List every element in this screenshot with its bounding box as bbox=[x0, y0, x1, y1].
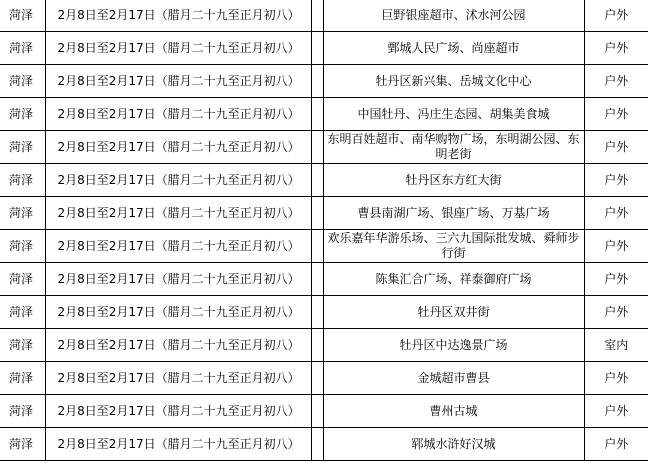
date-cell: 2月8日至2月17日（腊月二十九至正月初八） bbox=[45, 428, 311, 461]
venue-cell: 陈集汇合广场、祥泰御府广场 bbox=[323, 263, 584, 296]
table-row bbox=[0, 65, 648, 98]
table-row bbox=[0, 329, 648, 362]
type-cell: 户外 bbox=[584, 428, 648, 461]
date-cell: 2月8日至2月17日（腊月二十九至正月初八） bbox=[45, 296, 311, 329]
venue-cell: 牡丹区中达逸景广场 bbox=[323, 329, 584, 362]
date-cell: 2月8日至2月17日（腊月二十九至正月初八） bbox=[45, 164, 311, 197]
date-cell: 2月8日至2月17日（腊月二十九至正月初八） bbox=[45, 131, 311, 164]
city-cell: 菏泽 bbox=[0, 65, 45, 98]
city-cell: 菏泽 bbox=[0, 395, 45, 428]
spacer-cell bbox=[311, 131, 323, 164]
date-cell: 2月8日至2月17日（腊月二十九至正月初八） bbox=[45, 395, 311, 428]
type-cell: 户外 bbox=[584, 65, 648, 98]
spacer-cell bbox=[311, 329, 323, 362]
city-cell: 菏泽 bbox=[0, 362, 45, 395]
date-cell: 2月8日至2月17日（腊月二十九至正月初八） bbox=[45, 263, 311, 296]
type-cell: 户外 bbox=[584, 0, 648, 32]
city-cell: 菏泽 bbox=[0, 296, 45, 329]
table-row bbox=[0, 197, 648, 230]
city-cell: 菏泽 bbox=[0, 32, 45, 65]
city-cell: 菏泽 bbox=[0, 428, 45, 461]
type-cell: 户外 bbox=[584, 263, 648, 296]
spacer-cell bbox=[311, 230, 323, 263]
table-row bbox=[0, 230, 648, 263]
city-cell: 菏泽 bbox=[0, 131, 45, 164]
date-cell: 2月8日至2月17日（腊月二十九至正月初八） bbox=[45, 65, 311, 98]
venue-cell: 鄄城人民广场、尚座超市 bbox=[323, 32, 584, 65]
date-cell: 2月8日至2月17日（腊月二十九至正月初八） bbox=[45, 98, 311, 131]
venue-cell: 牡丹区新兴集、岳城文化中心 bbox=[323, 65, 584, 98]
spacer-cell bbox=[311, 164, 323, 197]
table-row bbox=[0, 0, 648, 32]
table-row bbox=[0, 395, 648, 428]
type-cell: 户外 bbox=[584, 197, 648, 230]
spacer-cell bbox=[311, 395, 323, 428]
venue-cell: 曹州古城 bbox=[323, 395, 584, 428]
date-cell: 2月8日至2月17日（腊月二十九至正月初八） bbox=[45, 197, 311, 230]
venue-cell: 欢乐嘉年华游乐场、三六九国际批发城、舜师步行街 bbox=[323, 230, 584, 263]
type-cell: 户外 bbox=[584, 32, 648, 65]
type-cell: 户外 bbox=[584, 131, 648, 164]
spacer-cell bbox=[311, 263, 323, 296]
type-cell: 户外 bbox=[584, 395, 648, 428]
date-cell: 2月8日至2月17日（腊月二十九至正月初八） bbox=[45, 0, 311, 32]
city-cell: 菏泽 bbox=[0, 98, 45, 131]
city-cell: 菏泽 bbox=[0, 197, 45, 230]
venue-cell: 郓城水浒好汉城 bbox=[323, 428, 584, 461]
venue-cell: 曹县南湖广场、银座广场、万基广场 bbox=[323, 197, 584, 230]
city-cell: 菏泽 bbox=[0, 263, 45, 296]
spacer-cell bbox=[311, 0, 323, 32]
table-row bbox=[0, 296, 648, 329]
type-cell: 户外 bbox=[584, 164, 648, 197]
spacer-cell bbox=[311, 197, 323, 230]
table-row bbox=[0, 164, 648, 197]
table-row bbox=[0, 32, 648, 65]
date-cell: 2月8日至2月17日（腊月二十九至正月初八） bbox=[45, 329, 311, 362]
spacer-cell bbox=[311, 98, 323, 131]
city-cell: 菏泽 bbox=[0, 230, 45, 263]
type-cell: 户外 bbox=[584, 98, 648, 131]
venue-cell: 牡丹区双井街 bbox=[323, 296, 584, 329]
spacer-cell bbox=[311, 428, 323, 461]
type-cell: 户外 bbox=[584, 230, 648, 263]
table-row bbox=[0, 98, 648, 131]
spacer-cell bbox=[311, 296, 323, 329]
venue-cell: 牡丹区东方红大街 bbox=[323, 164, 584, 197]
spacer-cell bbox=[311, 32, 323, 65]
city-cell: 菏泽 bbox=[0, 164, 45, 197]
venue-cell: 金城超市曹县 bbox=[323, 362, 584, 395]
city-cell: 菏泽 bbox=[0, 0, 45, 32]
table-row bbox=[0, 263, 648, 296]
type-cell: 户外 bbox=[584, 362, 648, 395]
table-row bbox=[0, 362, 648, 395]
date-cell: 2月8日至2月17日（腊月二十九至正月初八） bbox=[45, 32, 311, 65]
date-cell: 2月8日至2月17日（腊月二十九至正月初八） bbox=[45, 230, 311, 263]
venue-cell: 巨野银座超市、沭水河公园 bbox=[323, 0, 584, 32]
date-cell: 2月8日至2月17日（腊月二十九至正月初八） bbox=[45, 362, 311, 395]
table-row bbox=[0, 428, 648, 461]
spacer-cell bbox=[311, 65, 323, 98]
type-cell: 室内 bbox=[584, 329, 648, 362]
spacer-cell bbox=[311, 362, 323, 395]
table-row bbox=[0, 131, 648, 164]
type-cell: 户外 bbox=[584, 296, 648, 329]
city-cell: 菏泽 bbox=[0, 329, 45, 362]
venue-cell: 中国牡丹、冯庄生态园、胡集美食城 bbox=[323, 98, 584, 131]
venue-cell: 东明百姓超市、南华购物广场，东明湖公园、东明老街 bbox=[323, 131, 584, 164]
